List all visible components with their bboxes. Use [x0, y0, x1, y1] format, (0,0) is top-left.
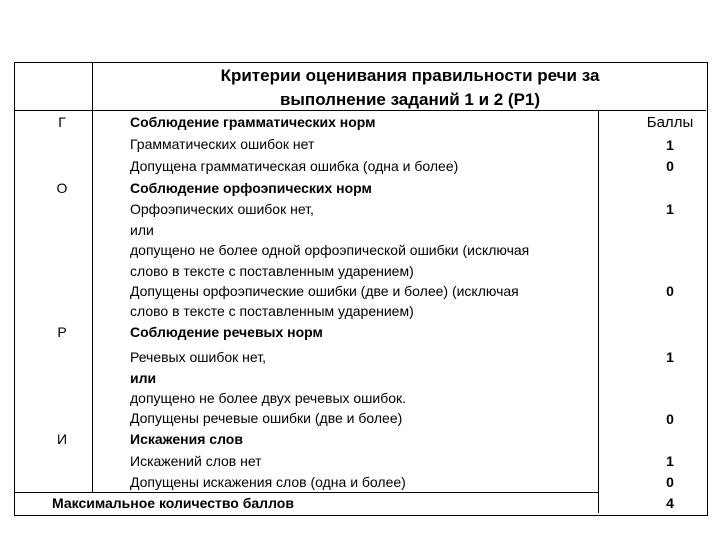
letter-g: Г — [58, 114, 66, 130]
section-o-heading: Соблюдение орфоэпических норм — [130, 180, 372, 196]
section-r-item-1-line-2: или — [130, 370, 157, 386]
section-r-item-1-line-3: допущено не более двух речевых ошибок. — [130, 390, 407, 406]
table-header-divider — [14, 110, 706, 111]
max-score-value: 4 — [666, 495, 674, 511]
section-r-item-1-score: 1 — [666, 349, 674, 365]
section-i-item-1: Искажений слов нет — [130, 453, 262, 469]
letter-r: Р — [57, 324, 67, 340]
section-o-item-2-score: 0 — [666, 283, 674, 299]
table-title-line-1: Критерии оценивания правильности речи за — [220, 66, 600, 85]
section-r-item-2: Допущены речевые ошибки (две и более) — [130, 410, 403, 426]
section-r-heading: Соблюдение речевых норм — [130, 324, 323, 340]
section-g-heading: Соблюдение грамматических норм — [130, 114, 376, 130]
table-title-line-2: выполнение заданий 1 и 2 (Р1) — [279, 90, 541, 109]
section-i-heading: Искажения слов — [130, 431, 243, 447]
section-g-item-2: Допущена грамматическая ошибка (одна и более) — [130, 158, 459, 174]
section-g-item-2-score: 0 — [666, 158, 674, 174]
section-i-item-2-score: 0 — [666, 474, 674, 490]
section-o-item-1-line-3: допущено не более одной орфоэпической ошибки (исключая — [130, 242, 530, 258]
section-i-item-1-score: 1 — [666, 453, 674, 469]
section-i-item-2: Допущены искажения слов (одна и более) — [130, 474, 406, 490]
max-score-label: Максимальное количество баллов — [52, 495, 294, 511]
section-r-item-2-score: 0 — [666, 411, 674, 427]
section-g-item-1: Грамматических ошибок нет — [130, 136, 315, 152]
letter-i: И — [56, 431, 68, 447]
letter-o: О — [56, 180, 68, 196]
section-g-item-1-score: 1 — [666, 137, 674, 153]
section-o-item-2-line-2: слово в тексте с поставленным ударением) — [130, 303, 414, 319]
score-header: Баллы — [646, 114, 694, 131]
table-score-divider — [598, 110, 599, 513]
section-o-item-1-line-4: слово в тексте с поставленным ударением) — [130, 263, 414, 279]
table-left-divider — [92, 62, 93, 492]
table-footer-divider — [14, 492, 598, 493]
section-o-item-2-line-1: Допущены орфоэпические ошибки (две и более) (исключая — [130, 283, 519, 299]
section-o-item-1-line-2: или — [130, 222, 154, 238]
section-o-item-1-score: 1 — [666, 201, 674, 217]
section-r-item-1-line-1: Речевых ошибок нет, — [130, 349, 266, 365]
section-o-item-1-line-1: Орфоэпических ошибок нет, — [130, 201, 314, 217]
